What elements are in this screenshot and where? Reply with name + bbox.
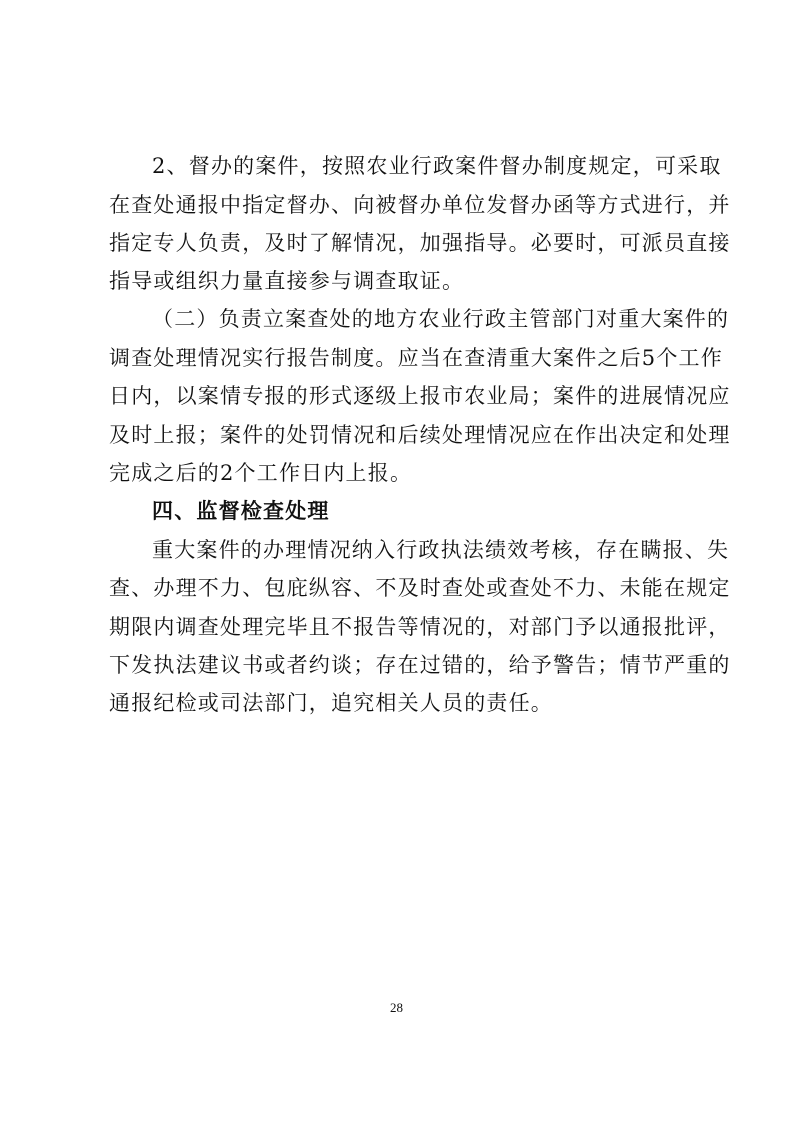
paragraph-3-line-4: 下发执法建议书或者约谈；存在过错的，给予警告；情节严重的 [109,653,731,677]
paragraph-1-line-4: 指导或组织力量直接参与调查取证。 [109,269,465,293]
paragraph-2-line-1: （二）负责立案查处的地方农业行政主管部门对重大案件的 [152,307,730,331]
paragraph-2-line-2: 调查处理情况实行报告制度。应当在查清重大案件之后5个工作 [109,346,723,370]
paragraph-2-line-4: 及时上报；案件的处罚情况和后续处理情况应在作出决定和处理 [109,423,731,447]
paragraph-3-line-3: 期限内调查处理完毕且不报告等情况的，对部门予以通报批评， [109,615,731,639]
paragraph-1-line-2: 在查处通报中指定督办、向被督办单位发督办函等方式进行，并 [109,193,731,217]
page-number: 28 [390,1000,403,1015]
paragraph-1-line-3: 指定专人负责，及时了解情况，加强指导。必要时，可派员直接 [109,231,731,255]
paragraph-2-line-5: 完成之后的2个工作日内上报。 [109,461,413,485]
paragraph-2-line-3: 日内，以案情专报的形式逐级上报市农业局；案件的进展情况应 [109,384,731,408]
section-heading: 四、监督检查处理 [152,499,330,523]
paragraph-3-line-2: 查、办理不力、包庇纵容、不及时查处或查处不力、未能在规定 [109,576,731,600]
paragraph-1-line-1: 2、督办的案件，按照农业行政案件督办制度规定，可采取 [152,154,722,178]
paragraph-3-line-1: 重大案件的办理情况纳入行政执法绩效考核，存在瞒报、失 [152,538,730,562]
paragraph-3-line-5: 通报纪检或司法部门，追究相关人员的责任。 [109,691,553,715]
